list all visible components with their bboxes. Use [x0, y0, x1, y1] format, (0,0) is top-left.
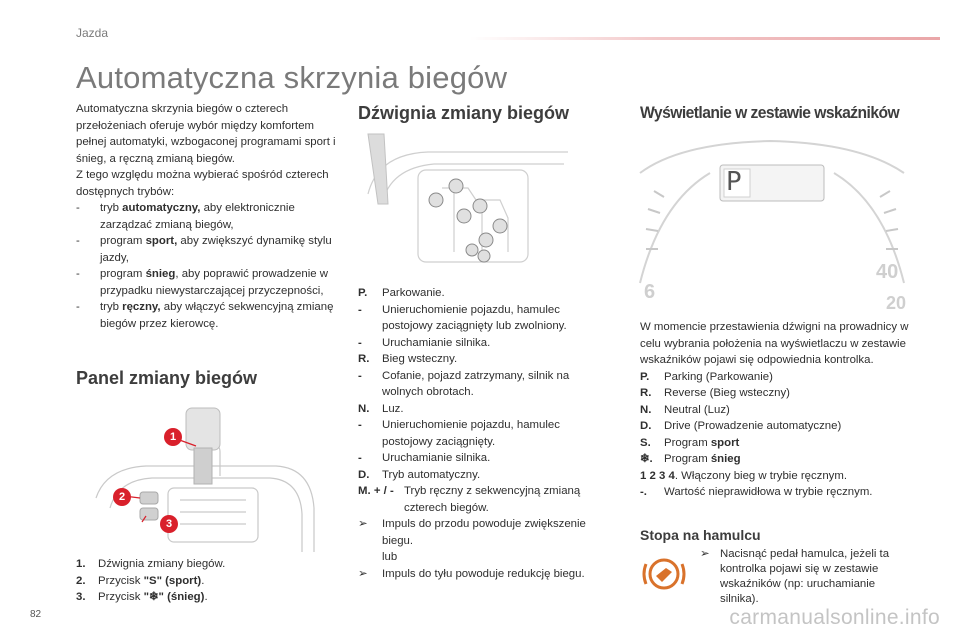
lever-item: D. Tryb automatyczny.: [358, 468, 481, 481]
lever-item: - Cofanie, pojazd zatrzymany, silnik na wolnych obrotach.: [358, 369, 570, 398]
cluster-tick-label: 40: [876, 261, 899, 283]
gear-panel-illustration: [76, 408, 324, 552]
foot-on-brake-icon: [642, 552, 686, 596]
display-description: [640, 319, 910, 501]
lever-item: - Uruchamianie silnika.: [358, 336, 491, 349]
callout-1: 1: [164, 428, 182, 446]
header-rule: [470, 37, 940, 40]
mode-item: - tryb automatyczny, aby elektronicznie zarządzać zmianą biegów,: [76, 202, 295, 231]
gear-lever-illustration: [358, 134, 608, 274]
mode-item: - tryb ręczny, aby włączyć sekwencyjną zmianę biegów przez kierowcę.: [76, 301, 334, 330]
section-label: Jazda: [76, 26, 109, 40]
display-heading: Wyświetlanie w zestawie wskaźników: [640, 103, 900, 122]
callout-2: 2: [113, 488, 131, 506]
callout-3: 3: [160, 515, 178, 533]
legend-item: 2. Przycisk "S" (sport).: [76, 574, 205, 587]
lever-heading: Dźwignia zmiany biegów: [358, 103, 570, 123]
page-number: 82: [30, 609, 42, 620]
lever-item: - Unieruchomienie pojazdu, hamulec postojowy zaciągnięty.: [358, 419, 560, 448]
arrow-right-icon: ➢: [358, 518, 368, 530]
page-title: Automatyczna skrzynia biegów: [76, 60, 508, 95]
lever-item: ➢ Impuls do przodu powoduje zwiększenie biegu.: [358, 518, 586, 547]
arrow-right-icon: ➢: [358, 567, 368, 580]
display-item-gears: 1 2 3 4. Włączony bieg w trybie ręcznym.: [640, 469, 848, 482]
intro-paragraph: Z tego względu można wybierać spośród czterech dostępnych trybów:: [76, 169, 329, 198]
lever-item: R. Bieg wsteczny.: [358, 353, 458, 365]
display-item: R. Reverse (Bieg wsteczny): [640, 387, 790, 399]
lever-item: N. Luz.: [358, 402, 404, 415]
legend-item: 1. Dźwignia zmiany biegów.: [76, 558, 226, 570]
display-item: N. Neutral (Luz): [640, 403, 730, 416]
cluster-gear-readout: P: [726, 167, 742, 197]
instrument-cluster-illustration: [640, 133, 907, 313]
display-item: ❄. Program śnieg: [640, 453, 741, 465]
brake-description: ➢ Nacisnąć pedał hamulca, jeżeli ta kontrolka pojawi się w zestawie wskaźników (np: uruchamianie silnika).: [700, 548, 890, 605]
mode-item: - program śnieg, aby poprawić prowadzenie w przypadku niewystarczającej przyczepności,: [76, 268, 328, 297]
panel-heading: Panel zmiany biegów: [76, 368, 258, 388]
mode-item: - program sport, aby zwiększyć dynamikę stylu jazdy,: [76, 235, 332, 264]
display-item: D. Drive (Prowadzenie automatyczne): [640, 420, 842, 432]
intro-paragraph: Automatyczna skrzynia biegów o czterech przełożeniach oferuje wybór między komfortem pełnej automatyki, wzbogaconej programami sport i śnieg, a ręczną zmianą biegów.: [76, 103, 336, 165]
lever-item: ➢ Impuls do tyłu powoduje redukcję biegu.: [358, 566, 613, 583]
legend-item: 3. Przycisk "❄" (śnieg).: [76, 591, 208, 603]
display-intro: W momencie przestawienia dźwigni na prowadnicy w celu wybrania położenia na wyświetlaczu w zestawie wskaźników pojawi się odpowiednia kontrolka.: [640, 321, 909, 366]
lever-item: M. + / - Tryb ręczny z sekwencyjną zmianą czterech biegów.: [358, 485, 581, 514]
display-item: P. Parking (Parkowanie): [640, 370, 773, 383]
panel-legend: [76, 556, 336, 606]
display-item: -. Wartość nieprawidłowa w trybie ręcznym.: [640, 486, 873, 498]
watermark: carmanualsonline.info: [729, 606, 940, 629]
cluster-tick-label: 6: [644, 281, 656, 303]
lever-item: P. Parkowanie.: [358, 287, 445, 299]
lever-positions: [358, 285, 613, 582]
lever-item: - Unieruchomienie pojazdu, hamulec postojowy zaciągnięty lub zwolniony.: [358, 303, 567, 332]
intro-text: [76, 101, 346, 332]
cluster-tick-label: 20: [886, 293, 907, 313]
lever-item: lub: [382, 551, 398, 563]
display-item: S. Program sport: [640, 436, 740, 449]
arrow-right-icon: ➢: [700, 548, 710, 560]
brake-heading: Stopa na hamulcu: [640, 527, 761, 543]
lever-item: - Uruchamianie silnika.: [358, 452, 491, 464]
